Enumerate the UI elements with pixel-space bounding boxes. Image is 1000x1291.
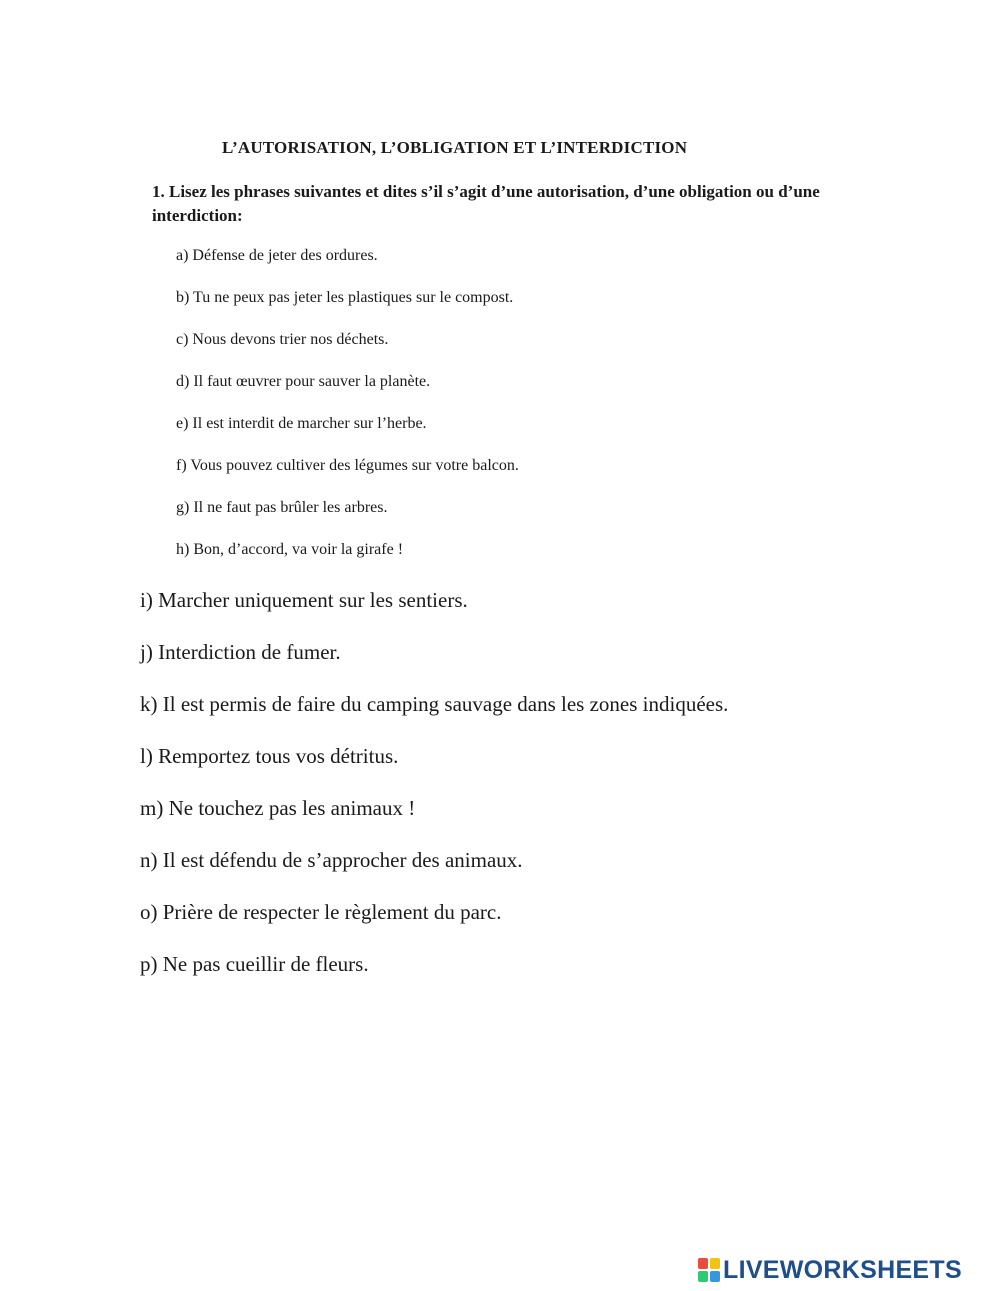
sentence-item-n: n) Il est défendu de s’approcher des animaux.: [140, 848, 523, 872]
worksheet-title: L’AUTORISATION, L’OBLIGATION ET L’INTERDICTION: [222, 138, 688, 157]
liveworksheets-branding[interactable]: [698, 1256, 962, 1284]
sentence-item-i: i) Marcher uniquement sur les sentiers.: [140, 588, 468, 612]
sentence-item-a: a) Défense de jeter des ordures.: [176, 247, 378, 264]
liveworksheets-wordmark: LIVEWORKSHEETS: [723, 1256, 962, 1284]
sentence-item-e: e) Il est interdit de marcher sur l’herbe.: [176, 415, 427, 432]
sentence-item-h: h) Bon, d’accord, va voir la girafe !: [176, 541, 404, 558]
sentence-item-j: j) Interdiction de fumer.: [140, 640, 341, 664]
sentence-item-b: b) Tu ne peux pas jeter les plastiques sur le compost.: [176, 289, 514, 306]
exercise-instruction: 1. Lisez les phrases suivantes et dites s’il s’agit d’une autorisation, d’une obligation ou d’une interdiction:: [152, 182, 820, 225]
logo-tile-i: [710, 1258, 720, 1269]
sentence-item-d: d) Il faut œuvrer pour sauver la planète.: [176, 373, 431, 390]
logo-tile-l: [698, 1258, 708, 1269]
sentence-item-k: k) Il est permis de faire du camping sauvage dans les zones indiquées.: [140, 692, 729, 716]
sentence-item-g: g) Il ne faut pas brûler les arbres.: [176, 499, 388, 516]
logo-tile-e: [710, 1271, 720, 1282]
logo-tile-v: [698, 1271, 708, 1282]
liveworksheets-logo-icon: [698, 1258, 720, 1282]
sentence-item-o: o) Prière de respecter le règlement du parc.: [140, 900, 502, 924]
sentence-item-l: l) Remportez tous vos détritus.: [140, 744, 399, 768]
sentence-item-c: c) Nous devons trier nos déchets.: [176, 331, 389, 348]
sentence-item-f: f) Vous pouvez cultiver des légumes sur votre balcon.: [176, 457, 519, 474]
sentence-item-m: m) Ne touchez pas les animaux !: [140, 796, 416, 820]
sentence-item-p: p) Ne pas cueillir de fleurs.: [140, 952, 369, 976]
